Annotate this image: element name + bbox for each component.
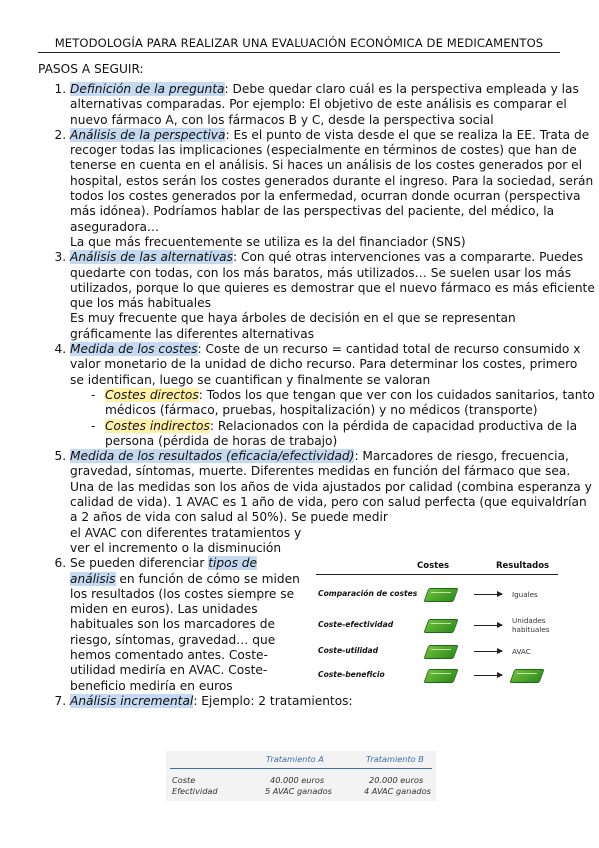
step-tail: el AVAC con diferentes tratamientos y ver el incremento o la disminución [70, 525, 302, 555]
sub-text: : Relacionados con la pérdida de capacidad productiva de la persona (pérdida de horas de trabajo) [105, 418, 578, 448]
figure-row [314, 640, 560, 662]
step-pre: Se pueden diferenciar [70, 556, 209, 571]
document-header: METODOLOGÍA PARA REALIZAR UNA EVALUACIÓN ECONÓMICA DE MEDICAMENTOS [38, 36, 560, 53]
sub-item-direct [105, 388, 595, 419]
row-result: Iguales [512, 590, 538, 599]
header-rule [316, 574, 558, 575]
cell-b-effect: 4 AVAC ganados [364, 786, 431, 796]
row-result: AVAC [512, 647, 531, 656]
step-text: : Debe quedar claro cuál es la perspectiva empleada y las alternativas comparadas. Por ejemplo: El objetivo de este análisis es comparar el nuevo fármaco A, con los fármacos B y C, desde la perspectiva social [70, 82, 579, 127]
col-treatment-b: Tratamiento B [366, 754, 424, 764]
step-4 [70, 342, 595, 449]
col-costes: Costes [417, 561, 450, 571]
sub-term: Costes directos [105, 387, 199, 402]
step-text: : Ejemplo: 2 tratamientos: [193, 693, 353, 708]
step-text: : Con qué otras intervenciones vas a compararte. Puedes quedarte con todas, con los más baratos, más utilizados… Se suelen usar los más utilizados, porque lo que quieres es demostrar que el nuevo fármaco es más eficiente que los más habituales [70, 250, 595, 311]
cell-a-effect: 5 AVAC ganados [265, 786, 332, 796]
money-icon [509, 669, 544, 683]
arrow-icon [474, 594, 502, 595]
sub-text: : Todos los que tengan que ver con los cuidados sanitarios, tanto médicos (fármaco, pruebas, hospitalización) y no médicos (transporte) [105, 387, 595, 418]
step-term: Definición de la pregunta [70, 82, 225, 96]
money-icon [423, 619, 458, 633]
row-label: Comparación de costes [318, 589, 418, 598]
money-icon [423, 588, 458, 602]
step-2 [70, 128, 595, 250]
figure-row [314, 583, 560, 605]
row-label: Coste-beneficio [318, 670, 385, 679]
arrow-icon [474, 651, 502, 652]
step-term: tipos de análisis [70, 556, 258, 586]
row-label-effect: Efectividad [172, 786, 218, 796]
row-label-cost: Coste [172, 775, 196, 785]
money-icon [423, 669, 458, 683]
step-text: en función de cómo se miden los resultados (los costes siempre se miden en euros). Las unidades habituales son los marcadores de riesgo, síntomas, gravedad… que hemos comentado antes. Coste-utilidad mediría en AVAC. Coste-beneficio mediría en euros [70, 571, 300, 693]
step-term: Análisis de las alternativas [70, 250, 233, 265]
row-label: Coste-efectividad [318, 620, 394, 629]
table-rule [170, 768, 432, 769]
row-label: Coste-utilidad [318, 646, 379, 655]
step-5 [70, 449, 595, 556]
incremental-table [166, 751, 436, 801]
step-1 [70, 82, 595, 128]
step-6 [70, 556, 305, 694]
analysis-types-figure [314, 558, 560, 696]
step-term: Medida de los costes [70, 342, 198, 357]
step-term: Análisis incremental [70, 693, 194, 708]
step-text: : Coste de un recurso = cantidad total de recurso consumido x valor monetario de la unidad de dicho recurso. Para determinar los costes, primero se identifican, luego se cuantifican y finalmente se valoran [70, 342, 581, 387]
step-7 [70, 694, 595, 709]
steps-intro: PASOS A SEGUIR: [38, 62, 144, 76]
cell-a-cost: 40.000 euros [270, 775, 325, 785]
figure-row [314, 614, 560, 636]
sub-term: Costes indirectos [105, 418, 210, 433]
step-term: Medida de los resultados (eficacia/efectividad) [70, 449, 355, 464]
col-resultados: Resultados [496, 561, 550, 571]
step-extra: Es muy frecuente que haya árboles de decisión en el que se representan gráficamente las diferentes alternativas [70, 311, 516, 341]
step-text: : Marcadores de riesgo, frecuencia, gravedad, síntomas, muerte. Diferentes medidas en función del fármaco que sea. Una de las medidas son los años de vida ajustados por calidad (combina esperanza y calidad de vida). 1 AVAC es 1 año de vida, pero con salud perfecta (que equivaldrían a 2 años de vida con salud al 50%). Se puede medir [70, 449, 592, 525]
step-extra: La que más frecuentemente se utiliza es la del financiador (SNS) [70, 234, 466, 249]
arrow-icon [474, 625, 502, 626]
step-text: : Es el punto de vista desde el que se realiza la EE. Trata de recoger todas las implicaciones (especialmente en términos de costes) que han de tenerse en cuenta en el análisis. Si haces un análisis de los costes generados por el hospital, estos serán los costes generados durante el ingreso. Para la sociedad, serán todos los costes generados por la enfermedad, ocurran donde ocurran (perspectiva más idónea). Podríamos hablar de las perspectivas del paciente, del médico, la aseguradora… [70, 127, 594, 234]
arrow-icon [474, 675, 502, 676]
step-3 [70, 250, 595, 342]
row-result: Unidades habituales [512, 616, 550, 634]
sub-item-indirect [105, 419, 595, 450]
cost-types-list [70, 388, 595, 449]
col-treatment-a: Tratamiento A [266, 754, 324, 764]
figure-row [314, 664, 560, 686]
money-icon [423, 645, 458, 659]
cell-b-cost: 20.000 euros [369, 775, 424, 785]
step-term: Análisis de la perspectiva [70, 127, 226, 142]
